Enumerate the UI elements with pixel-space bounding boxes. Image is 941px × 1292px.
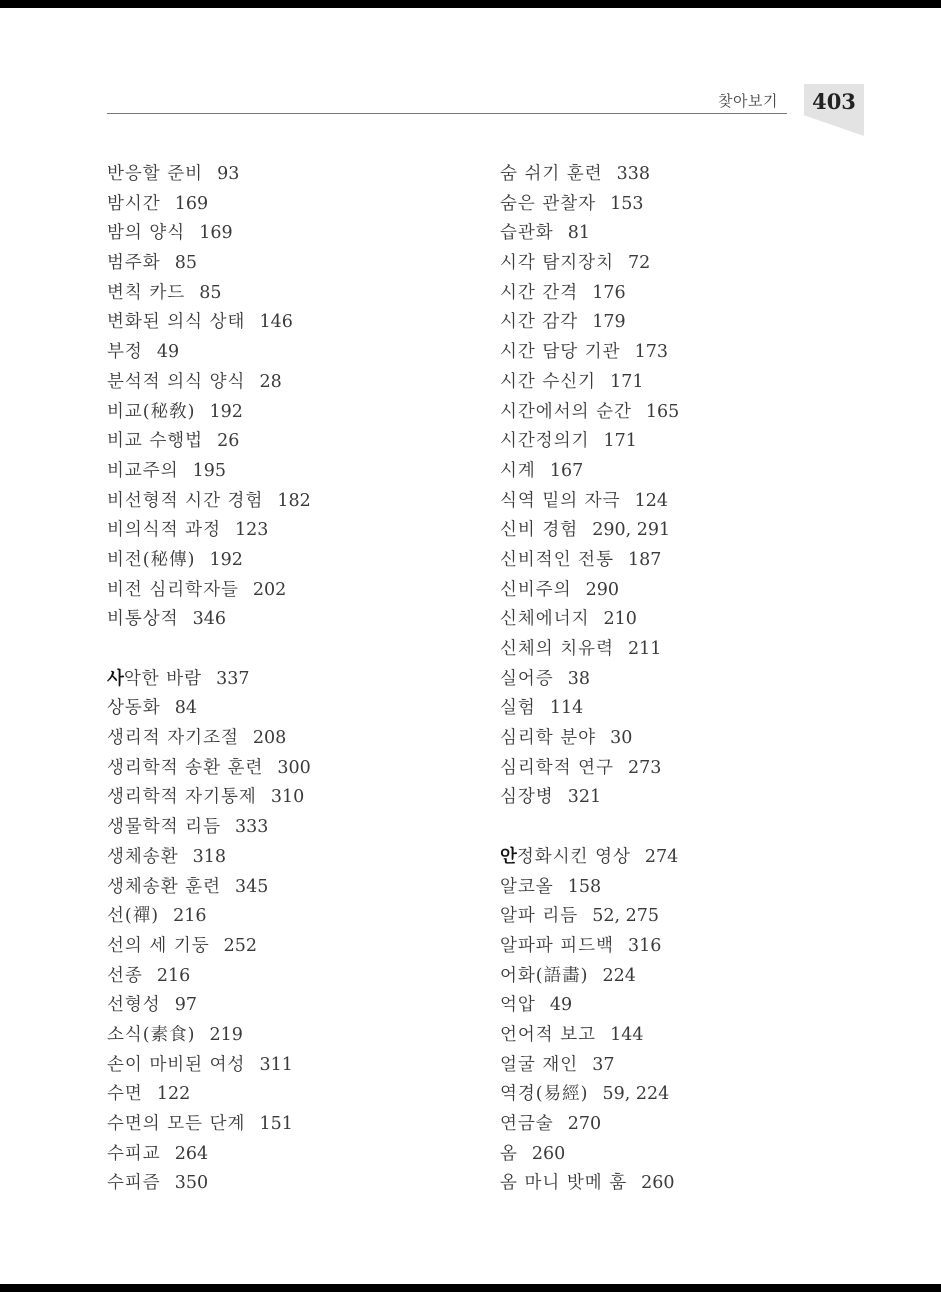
- index-entry: [500, 783, 679, 813]
- index-entry: [107, 279, 311, 309]
- index-page-ref: 72: [628, 253, 651, 274]
- index-term: 부정: [107, 342, 143, 363]
- index-entry: [500, 754, 679, 784]
- index-page-ref: 224: [602, 965, 636, 986]
- index-page-ref: 97: [174, 995, 197, 1016]
- index-page-ref: 49: [549, 995, 573, 1016]
- index-page-ref: 144: [610, 1024, 644, 1045]
- index-entry: [500, 576, 679, 606]
- index-page-ref: 216: [173, 906, 207, 927]
- index-page-ref: 173: [634, 342, 668, 363]
- index-term: 억압: [500, 995, 536, 1016]
- index-entry: [500, 338, 679, 368]
- index-entry: [107, 249, 311, 279]
- index-term: 시계: [500, 460, 536, 481]
- index-page-ref: 122: [156, 1084, 191, 1105]
- index-column-left: [107, 160, 311, 1199]
- index-term: 선의 세 기둥: [107, 935, 210, 956]
- index-entry: [500, 1169, 679, 1199]
- index-entry: [500, 308, 679, 338]
- index-page-ref: 311: [259, 1054, 293, 1075]
- index-page-ref: 37: [592, 1054, 615, 1075]
- index-page-ref: 264: [174, 1143, 209, 1164]
- index-entry: [500, 1080, 679, 1110]
- index-term: 심리학적 연구: [500, 757, 614, 778]
- index-term: 범주화: [107, 253, 161, 274]
- index-entry: [107, 516, 311, 546]
- index-entry: [107, 902, 311, 932]
- index-page-ref: 26: [217, 431, 240, 452]
- index-term: 비전(秘傳): [107, 549, 196, 570]
- index-entry: [107, 783, 311, 813]
- index-entry: [500, 991, 679, 1021]
- index-page-ref: 171: [603, 431, 637, 452]
- index-page-ref: 123: [235, 520, 269, 541]
- index-entry: [107, 160, 311, 190]
- index-entry: [107, 754, 311, 784]
- index-page-ref: 158: [567, 876, 602, 897]
- index-entry: [107, 368, 311, 398]
- index-page-ref: 316: [628, 935, 662, 956]
- index-entry: [500, 1051, 679, 1081]
- running-header: 찾아보기: [718, 92, 778, 110]
- index-term: 신체에너지: [500, 609, 590, 630]
- index-entry: [500, 724, 679, 754]
- index-entry: [500, 516, 679, 546]
- index-entry: [500, 160, 679, 190]
- index-entry: [500, 219, 679, 249]
- index-page-ref: 252: [223, 935, 258, 956]
- index-term: 알파 리듬: [500, 906, 579, 927]
- index-term: 선종: [107, 965, 143, 986]
- index-entry: [107, 932, 311, 962]
- index-page-ref: 124: [634, 490, 668, 511]
- index-entry: [107, 190, 311, 220]
- index-entry: [107, 457, 311, 487]
- index-page-ref: 146: [259, 312, 293, 333]
- index-term: 비의식적 과정: [107, 520, 221, 541]
- index-page-ref: 318: [192, 846, 227, 867]
- index-page-ref: 85: [199, 282, 222, 303]
- index-page-ref: 49: [156, 342, 180, 363]
- index-entry: [500, 398, 679, 428]
- index-entry: [500, 249, 679, 279]
- section-initial: 사: [107, 668, 124, 689]
- index-term: 시각 탐지장치: [500, 253, 614, 274]
- index-page-ref: 270: [567, 1114, 602, 1134]
- index-entry: [107, 1110, 311, 1140]
- index-entry: [500, 902, 679, 932]
- index-term: 비교 수행법: [107, 431, 204, 452]
- index-term: 수면의 모든 단계: [107, 1114, 246, 1134]
- index-page-ref: 260: [641, 1173, 675, 1194]
- index-page-ref: 273: [628, 757, 662, 778]
- index-page-ref: 310: [270, 787, 305, 808]
- index-entry: [500, 873, 679, 903]
- section-initial: 안: [500, 846, 517, 867]
- index-term: 수피즘: [107, 1173, 161, 1194]
- index-term: 생리학적 자기통제: [107, 787, 257, 808]
- index-page-ref: 346: [192, 609, 227, 630]
- index-page-ref: 337: [216, 668, 250, 689]
- index-page-ref: 28: [259, 371, 282, 392]
- header-rule: [107, 113, 787, 114]
- index-entry: [500, 487, 679, 517]
- index-page-ref: 30: [610, 728, 633, 749]
- index-entry: [500, 190, 679, 220]
- index-term: 역경(易經): [500, 1084, 589, 1105]
- index-entry: [500, 635, 679, 665]
- index-entry: [107, 338, 311, 368]
- index-entry: [107, 576, 311, 606]
- index-entry: [500, 1021, 679, 1051]
- index-page-ref: 167: [549, 460, 584, 481]
- index-column-right: [500, 160, 679, 1199]
- index-entry: [500, 279, 679, 309]
- index-term: 수면: [107, 1084, 143, 1105]
- index-entry: [107, 962, 311, 992]
- index-page-ref: 52, 275: [592, 906, 659, 927]
- index-page-ref: 169: [174, 193, 209, 214]
- index-term: 숨 쉬기 훈련: [500, 164, 603, 184]
- index-page-ref: 260: [531, 1143, 566, 1164]
- index-term: 비교주의: [107, 460, 179, 481]
- index-page-ref: 300: [277, 757, 311, 778]
- index-term: 어화(語畵): [500, 965, 589, 986]
- index-term: 알코올: [500, 876, 554, 897]
- index-page-ref: 179: [592, 312, 626, 333]
- index-entry: [500, 962, 679, 992]
- index-page-ref: 187: [628, 549, 662, 570]
- index-term: 언어적 보고: [500, 1024, 597, 1045]
- index-page-ref: 211: [628, 639, 662, 659]
- index-page-ref: 59, 224: [602, 1084, 670, 1105]
- index-term: 선(禪): [107, 906, 160, 927]
- index-term: 악한 바람: [123, 668, 203, 689]
- index-entry: [107, 1051, 311, 1081]
- index-entry: [500, 1140, 679, 1170]
- index-term: 생물학적 리듬: [107, 817, 221, 838]
- index-term: 시간에서의 순간: [500, 401, 632, 422]
- index-entry: [107, 546, 311, 576]
- index-term: 비교(秘敎): [107, 401, 196, 422]
- index-term: 생체송환: [107, 846, 179, 867]
- index-entry: [500, 932, 679, 962]
- index-term: 실험: [500, 698, 536, 719]
- index-entry: [107, 665, 311, 695]
- bottom-border-bar: [0, 1284, 941, 1292]
- index-page-ref: 219: [209, 1024, 243, 1045]
- page-number: 403: [812, 89, 856, 114]
- index-term: 신체의 치유력: [500, 639, 614, 659]
- index-entry: [500, 665, 679, 695]
- index-term: 습관화: [500, 223, 554, 244]
- index-page-ref: 176: [592, 282, 626, 303]
- index-term: 변칙 카드: [107, 282, 186, 303]
- index-term: 생체송환 훈련: [107, 876, 221, 897]
- index-term: 손이 마비된 여성: [107, 1054, 246, 1075]
- index-page-ref: 151: [259, 1114, 293, 1134]
- index-page-ref: 210: [603, 609, 637, 630]
- index-term: 밤의 양식: [107, 223, 186, 244]
- index-page-ref: 85: [174, 253, 197, 274]
- index-term: 신비 경험: [500, 520, 579, 541]
- index-term: 변화된 의식 상태: [107, 312, 246, 333]
- index-page-ref: 290, 291: [592, 520, 671, 541]
- index-term: 시간 감각: [500, 312, 579, 333]
- index-page-ref: 192: [209, 401, 243, 422]
- index-entry: [107, 1080, 311, 1110]
- index-term: 옴: [500, 1143, 518, 1164]
- index-entry: [500, 546, 679, 576]
- index-term: 심장병: [500, 787, 554, 808]
- index-page-ref: 350: [174, 1173, 209, 1194]
- index-term: 식역 밑의 자극: [500, 490, 621, 511]
- index-term: 소식(素食): [107, 1024, 196, 1045]
- index-entry: [500, 457, 679, 487]
- index-term: 분석적 의식 양식: [107, 371, 246, 392]
- index-term: 시간 간격: [500, 282, 579, 303]
- index-entry: [107, 694, 311, 724]
- index-page-ref: 333: [235, 817, 269, 838]
- index-page-ref: 182: [277, 490, 311, 511]
- index-entry: [107, 308, 311, 338]
- index-term: 시간 수신기: [500, 371, 597, 392]
- index-term: 얼굴 재인: [500, 1054, 579, 1075]
- index-page-ref: 195: [192, 460, 227, 481]
- index-page-ref: 216: [156, 965, 191, 986]
- section-gap: [500, 813, 679, 843]
- index-entry: [107, 843, 311, 873]
- index-page-ref: 171: [610, 371, 644, 392]
- index-term: 정화시킨 영상: [516, 846, 631, 867]
- index-entry: [500, 1110, 679, 1140]
- index-page-ref: 290: [585, 579, 620, 600]
- index-page-ref: 165: [645, 401, 680, 422]
- index-term: 수피교: [107, 1143, 161, 1164]
- index-term: 생리적 자기조절: [107, 728, 239, 749]
- index-page-ref: 81: [567, 223, 590, 244]
- index-term: 시간정의기: [500, 431, 590, 452]
- index-entry: [107, 1021, 311, 1051]
- section-gap: [107, 635, 311, 665]
- index-entry: [107, 873, 311, 903]
- index-term: 알파파 피드백: [500, 935, 614, 956]
- index-entry: [107, 398, 311, 428]
- index-term: 연금술: [500, 1114, 554, 1134]
- index-term: 밤시간: [107, 193, 161, 214]
- index-page-ref: 169: [199, 223, 233, 244]
- index-entry: [107, 219, 311, 249]
- index-term: 실어증: [500, 668, 554, 689]
- index-term: 숨은 관찰자: [500, 193, 597, 214]
- top-border-bar: [0, 0, 941, 8]
- index-term: 시간 담당 기관: [500, 342, 621, 363]
- index-entry: [500, 427, 679, 457]
- index-page-ref: 84: [174, 698, 197, 719]
- index-entry: [107, 487, 311, 517]
- index-entry: [107, 605, 311, 635]
- index-term: 반응할 준비: [107, 164, 204, 184]
- index-entry: [500, 843, 679, 873]
- index-page-ref: 93: [217, 164, 240, 184]
- index-entry: [107, 427, 311, 457]
- index-term: 신비적인 전통: [500, 549, 614, 570]
- index-term: 상동화: [107, 698, 161, 719]
- index-term: 비통상적: [107, 609, 179, 630]
- index-page-ref: 338: [616, 164, 651, 184]
- index-page-ref: 202: [252, 579, 287, 600]
- index-page-ref: 38: [567, 668, 590, 689]
- index-page-ref: 192: [209, 549, 243, 570]
- index-entry: [500, 694, 679, 724]
- index-page-ref: 153: [610, 193, 644, 214]
- index-page-ref: 274: [644, 846, 679, 867]
- index-entry: [500, 605, 679, 635]
- index-entry: [107, 813, 311, 843]
- index-term: 생리학적 송환 훈련: [107, 757, 264, 778]
- index-entry: [107, 724, 311, 754]
- index-term: 비전 심리학자들: [107, 579, 239, 600]
- index-term: 비선형적 시간 경험: [107, 490, 264, 511]
- index-page-ref: 345: [235, 876, 269, 897]
- index-entry: [107, 991, 311, 1021]
- index-term: 옴 마니 밧메 훔: [500, 1173, 628, 1194]
- index-term: 심리학 분야: [500, 728, 597, 749]
- index-entry: [500, 368, 679, 398]
- index-page-ref: 114: [549, 698, 584, 719]
- index-entry: [107, 1169, 311, 1199]
- index-term: 선형성: [107, 995, 161, 1016]
- index-term: 신비주의: [500, 579, 572, 600]
- index-page-ref: 321: [567, 787, 602, 808]
- index-entry: [107, 1140, 311, 1170]
- index-page-ref: 208: [252, 728, 287, 749]
